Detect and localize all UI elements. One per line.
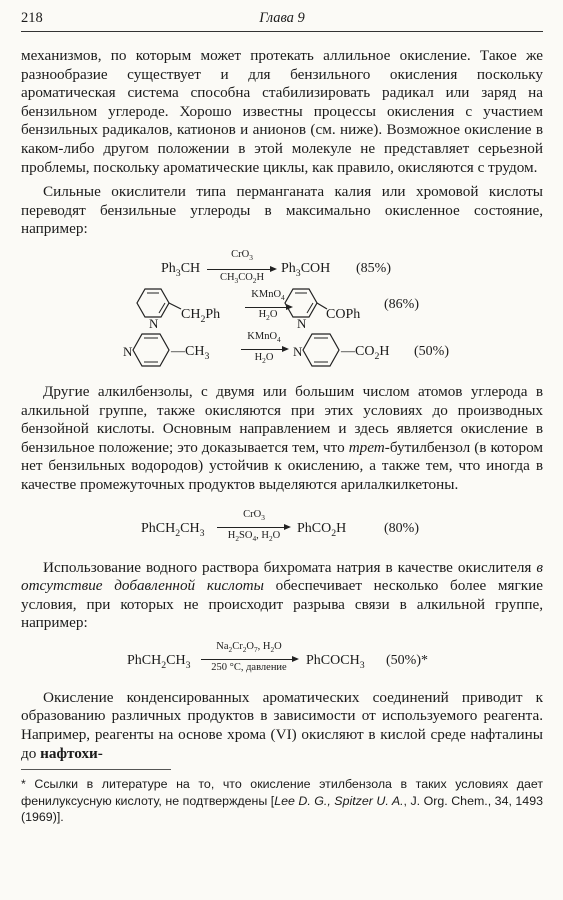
reaction5-reagent-bottom: 250 °C, давление <box>211 661 287 673</box>
reaction3-product-sub: $—CO_2H$ <box>341 343 390 362</box>
paragraph-2: Сильные окислители типа перманганата калия или хромовой кислоты переводят бензильные углероды в максимально окисленное состояние, например: <box>21 183 543 238</box>
reaction-4 <box>21 509 543 545</box>
reaction4-arrow <box>217 527 289 528</box>
reaction5-reactant: $PhCH_2CH_3$ <box>127 652 191 671</box>
reaction4-product: PhCO$_2$H <box>297 520 347 539</box>
reaction1-reagent-bottom: $CH_3CO_2H$ <box>219 271 265 286</box>
reaction2-product-ring-n: N <box>297 315 307 331</box>
chapter-title: Глава 9 <box>259 10 305 26</box>
reaction-scheme-1 <box>21 249 543 369</box>
reaction5-reagent-top: $Na_2Cr_2O_7$, $H_2O$ <box>216 640 282 654</box>
reaction3-reagent-top: KMnO$_4$ <box>247 330 281 345</box>
reaction1-product: $Ph_3COH$ <box>281 260 331 279</box>
reaction2-reagent-bottom: $H_2O$ <box>258 308 278 323</box>
footnote <box>21 776 543 826</box>
reaction1-yield: (85%) <box>356 260 391 276</box>
footnote-authors: Lee D. G., Spitzer U. A. <box>274 793 404 808</box>
reaction5-product: PhCOCH$_3$ <box>306 652 365 671</box>
reaction2-product-sub: COPh <box>326 306 361 322</box>
reaction2-reactant-sub: $CH_2Ph$ <box>181 306 221 325</box>
reaction2-ring-n: N <box>149 315 159 331</box>
reaction5-yield: (50%)* <box>386 652 428 668</box>
paragraph-3 <box>21 383 543 495</box>
reaction3-ring-n: N <box>123 343 133 359</box>
book-page <box>21 8 543 826</box>
paragraph-3-text: Другие алкилбензолы, с двумя или большим числом атомов углерода в алкильной группе, также окисляются при этих условиях до производных бензойной кислоты. Основным направлением и здесь является окисление в бензильное положение; это доказывается тем, что <box>21 382 543 456</box>
reaction3-reagent-bottom: $H_2O$ <box>254 351 274 366</box>
reaction5-arrow <box>201 659 297 660</box>
reaction3-reactant-sub: $—CH_3$ <box>171 343 210 362</box>
footnote-rule <box>21 769 171 770</box>
paragraph-3-rest: -бутилбензол (в котором нет бензильных водородов) устойчив к окислению, а также тем, что иногда в качестве промежуточных продуктов выделяются арилалкилкетоны. <box>21 438 543 493</box>
paragraph-5-bold: нафтохи- <box>40 744 103 762</box>
paragraph-4-rest: обеспечивает несколько более мягкие условия, при которых не происходит разрыва связи в алкильной группе, например: <box>21 577 543 632</box>
header-rule <box>21 31 543 32</box>
paragraph-5-text: Окисление конденсированных ароматических соединений приводит к образованию различных продуктов в зависимости от используемого реагента. Например, реагенты на основе хрома (VI) окисляют в кислой среде нафталины до <box>21 688 543 762</box>
paragraph-1: механизмов, по которым может протекать аллильное окисление. Такое же разнообразие существует и для бензильного окисления поскольку ароматическая система способна стабилизировать радикал или заряд на бензильном углероде. Хорошо известны процессы окисления с участием бензильных радикалов, катионов и анионов (см. ниже). Возможное окисление в каком-либо другом положении в этой молекуле не представляет серьезной проблемы, поскольку ароматические циклы, как правило, окисляются с трудом. <box>21 47 543 176</box>
page-number: 218 <box>21 10 43 26</box>
footnote-text: * Ссылки в литературе на то, что окисление этилбензола в таких условиях дает фенилуксусную кислоту, не подтверждены [ <box>21 777 543 808</box>
paragraph-4 <box>21 559 543 633</box>
paragraph-4-italic: в отсутствие добавленной кислоты <box>21 558 543 595</box>
paragraph-3-italic: трет <box>348 438 385 456</box>
reaction3-yield: (50%) <box>414 343 449 359</box>
reaction-5 <box>21 641 543 677</box>
paragraph-4-text: Использование водного раствора бихромата натрия в качестве окислителя <box>43 558 537 576</box>
reaction4-yield: (80%) <box>384 520 419 536</box>
reaction3-product-ring-n: N <box>293 343 303 359</box>
reaction4-reagent-top: CrO$_3$ <box>243 508 265 522</box>
paragraph-5 <box>21 689 543 763</box>
reaction2-yield: (86%) <box>384 296 419 312</box>
page-header <box>21 8 543 30</box>
reaction4-reagent-bottom: $H_2SO_4$, $H_2O$ <box>227 529 281 543</box>
footnote-reference: , J. Org. Chem., 34, 1493 (1969)]. <box>21 793 543 825</box>
reaction3-arrow <box>241 349 287 350</box>
reaction2-reagent-top: KMnO$_4$ <box>251 288 285 303</box>
reaction1-reactant: $Ph_3CH$ <box>161 260 201 279</box>
reaction1-reagent-top: CrO$_3$ <box>231 248 253 263</box>
reaction1-arrow <box>207 269 275 270</box>
reaction4-reactant: $PhCH_2CH_3$ <box>141 520 205 539</box>
